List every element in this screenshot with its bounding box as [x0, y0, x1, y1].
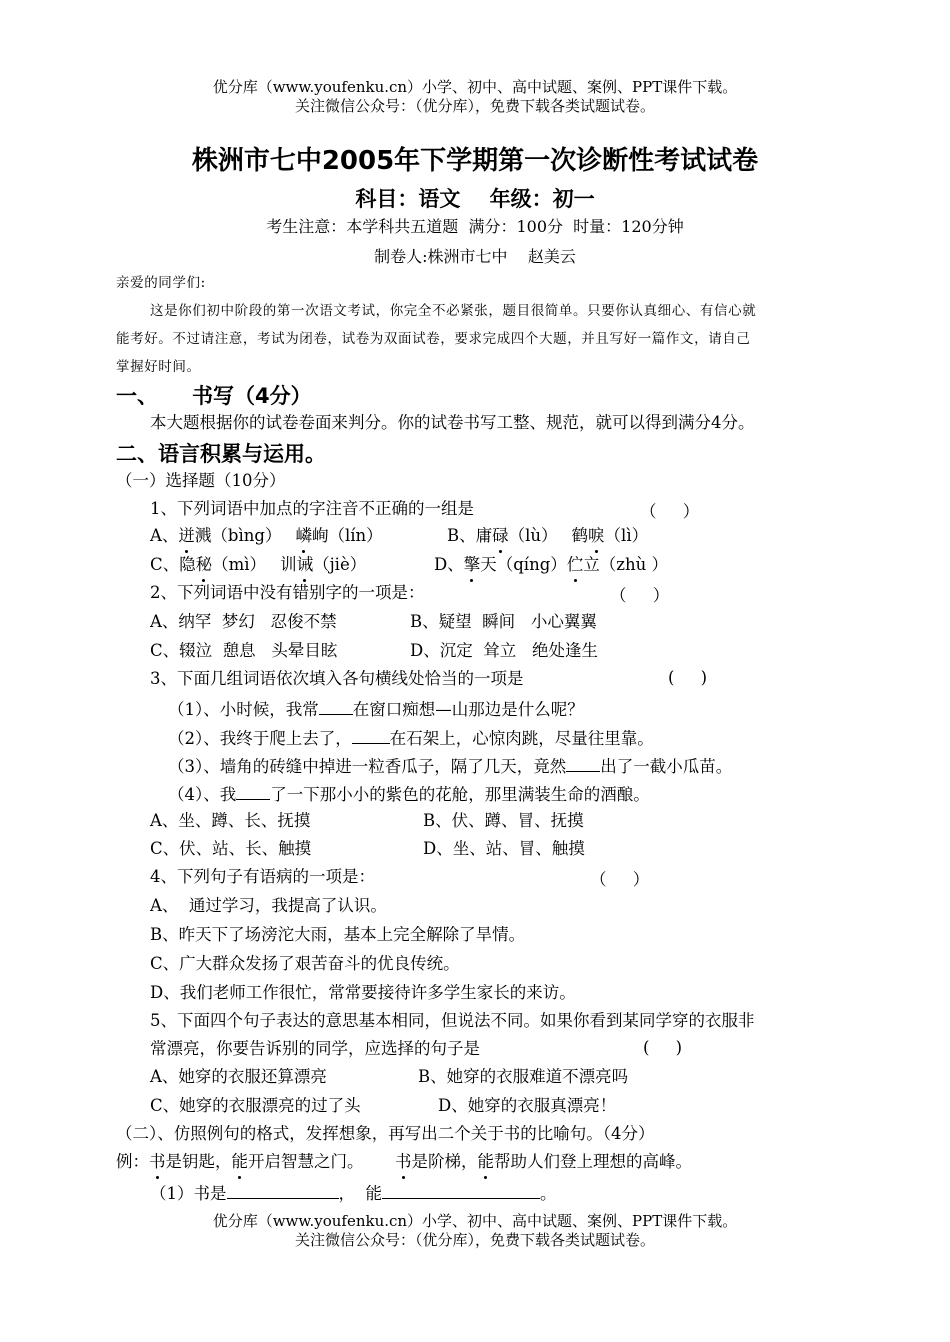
q1-c-dotted-char: 秘: [195, 555, 213, 574]
q3-option-d: D、坐、站、冒、触摸: [423, 839, 585, 858]
q3-option-c: C、伏、站、长、触摸: [150, 839, 312, 858]
example-dotted-char-4: 能: [477, 1152, 494, 1171]
section1-title: 书写（4分）: [192, 384, 312, 408]
q1-option-c: [150, 554, 366, 576]
example-text-1: 是钥匙，: [165, 1152, 232, 1171]
q1-c-text-4: （jiè）: [313, 555, 367, 574]
q2-option-d: D、沉定 耸立 绝处逢生: [410, 641, 598, 660]
q1-a-label: A、: [150, 526, 179, 545]
section1-description: 本大题根据你的试卷卷面来判分。你的试卷书写工整、规范，就可以得到满分4分。: [150, 413, 755, 432]
q1-d-text-1: 天（qíng）: [480, 555, 567, 574]
q3-sentence-2: [168, 726, 654, 750]
header-line-1: 优分库（www.youfenku.cn）小学、初中、高中试题、案例、PPT课件下载。: [212, 78, 738, 96]
fill1-text-2: ， 能: [338, 1184, 382, 1203]
q3-s2-blank[interactable]: [352, 726, 390, 744]
exam-notice: 考生注意：本学科共五道题 满分：100分 时量：120分钟: [266, 217, 684, 236]
q1-b-dotted-char-2: 唳: [588, 526, 605, 545]
q1-b-text-1: B、庸: [447, 526, 493, 545]
intro-paragraph-line-1: 这是你们初中阶段的第一次语文考试，你完全不必紧张，题目很简单。只要你认真细心、有信心就: [150, 303, 757, 319]
q1-c-text-2: （mì）: [212, 555, 267, 574]
q3-sentence-4: [168, 782, 650, 806]
q2-option-b: B、疑望 瞬间 小心翼翼: [410, 612, 597, 631]
q3-option-b: B、伏、蹲、冒、抚摸: [423, 811, 584, 830]
q1-b-dotted-char: 碌: [492, 526, 509, 545]
q1-option-b: [447, 525, 648, 547]
q2-stem: 2、下列词语中没有错别字的一项是：: [150, 583, 425, 602]
q5-option-a: A、她穿的衣服还算漂亮: [150, 1067, 327, 1086]
part2-heading: （二）、仿照例句的格式，发挥想象，再写出二个关于书的比喻句。（4分）: [116, 1124, 655, 1143]
subject-grade: 科目：语文 年级：初一: [355, 187, 595, 211]
q5-option-d: D、她穿的衣服真漂亮！: [438, 1096, 617, 1115]
exam-title: 株洲市七中2005年下学期第一次诊断性考试试卷: [191, 146, 759, 176]
q1-d-dotted-char: 擎: [463, 555, 481, 574]
q1-b-text-3: 鹤: [571, 526, 589, 545]
section1-number: 一、: [116, 384, 158, 408]
q4-option-a: A、 通过学习，我提高了认识。: [150, 896, 387, 915]
intro-paragraph-line-2: 能考好。不过请注意，考试为闭卷，试卷为双面试卷，要求完成四个大题，并且写好一篇作文，请自己: [116, 331, 751, 347]
exam-author: 制卷人:株洲市七中 赵美云: [374, 247, 576, 266]
footer-line-2: 关注微信公众号：（优分库），免费下载各类试题试卷。: [294, 1231, 655, 1249]
q3-sentence-3: [168, 754, 732, 778]
q1-b-text-4: （lì）: [604, 526, 649, 545]
q3-s3-blank[interactable]: [566, 754, 600, 772]
q1-d-text-2: 立（zhù ）: [583, 555, 668, 574]
q1-c-text-1: C、隐: [150, 555, 196, 574]
part1-heading: （一）选择题（10分）: [116, 471, 286, 490]
q1-a-text-2: 峋（lín）: [311, 526, 383, 545]
fill1-text-1: （1）书是: [150, 1184, 227, 1203]
footer-line-1: 优分库（www.youfenku.cn）小学、初中、高中试题、案例、PPT课件下载。: [212, 1212, 738, 1230]
q3-s3-text-1: （3）、墙角的砖缝中掉进一粒香瓜子，隔了几天，竟然: [168, 757, 567, 776]
q3-s1-text-2: 在窗口痴想—山那边是什么呢？: [352, 700, 584, 719]
q3-option-a: A、坐、蹲、长、抚摸: [150, 811, 311, 830]
q1-answer-paren[interactable]: （ ）: [640, 502, 700, 521]
q3-s3-text-2: 出了一截小瓜苗。: [600, 757, 733, 776]
q1-option-d: [434, 554, 668, 576]
q3-stem: 3、下面几组词语依次填入各句横线处恰当的一项是: [150, 669, 524, 688]
example-text-2: 开启智慧之门。: [248, 1152, 395, 1171]
q3-s4-text-1: （4）、我: [168, 785, 237, 804]
q1-d-label: D、: [434, 555, 464, 574]
q2-answer-paren[interactable]: （ ）: [610, 586, 670, 605]
header-line-2: 关注微信公众号：（优分库），免费下载各类试题试卷。: [294, 97, 655, 115]
q3-sentence-1: [168, 697, 584, 721]
example-dotted-char-1: 书: [149, 1152, 166, 1171]
q5-stem-line-2: 常漂亮，你要告诉别的同学，应选择的句子是: [150, 1039, 480, 1058]
q2-option-c: C、辍泣 憩息 头晕目眩: [150, 641, 338, 660]
q4-option-d: D、我们老师工作很忙，常常要接待许多学生家长的来访。: [150, 983, 576, 1002]
q3-s2-text-2: 在石架上，心惊肉跳，尽量往里靠。: [389, 729, 654, 748]
q1-a-dotted-char-2: 嶙: [295, 526, 312, 545]
q5-answer-paren[interactable]: ( ): [643, 1038, 683, 1057]
q4-answer-paren[interactable]: （ ）: [590, 870, 650, 889]
q5-option-b: B、她穿的衣服难道不漂亮吗: [418, 1067, 629, 1086]
fill1-text-3: 。: [540, 1184, 557, 1203]
q1-c-text-3: 训: [280, 555, 297, 574]
example-dotted-char-2: 能: [231, 1152, 248, 1171]
q3-s1-text-1: （1）、小时候，我常: [168, 700, 319, 719]
q3-s2-text-1: （2）、我终于爬上去了，: [168, 729, 352, 748]
q5-option-c: C、她穿的衣服漂亮的过了头: [150, 1096, 361, 1115]
q4-stem: 4、下列句子有语病的一项是：: [150, 867, 375, 886]
section2-title: 二、语言积累与运用。: [116, 442, 326, 466]
q3-answer-paren[interactable]: ( ): [668, 668, 708, 687]
fill-line-1: [150, 1181, 557, 1205]
q3-s4-blank[interactable]: [236, 782, 270, 800]
fill1-blank-1[interactable]: [227, 1181, 339, 1199]
q1-b-text-2: （lù）: [508, 526, 558, 545]
example-label: 例：: [116, 1152, 149, 1171]
q1-a-dotted-char: 迸: [178, 526, 195, 545]
example-dotted-char-3: 书: [394, 1152, 412, 1171]
q1-option-a: [150, 525, 383, 547]
q2-option-a: A、纳罕 梦幻 忍俊不禁: [150, 612, 337, 631]
q4-option-c: C、广大群众发扬了艰苦奋斗的优良传统。: [150, 954, 460, 973]
q1-stem: 1、下列词语中加点的字注音不正确的一组是: [150, 499, 474, 518]
q3-s1-blank[interactable]: [319, 697, 353, 715]
q4-option-b: B、昨天下了场滂沱大雨，基本上完全解除了旱情。: [150, 925, 526, 944]
q1-c-dotted-char-2: 诫: [296, 555, 314, 574]
example-sentence: [116, 1151, 692, 1173]
intro-greeting: 亲爱的同学们:: [116, 275, 206, 291]
example-text-3: 是阶梯，: [411, 1152, 478, 1171]
q1-a-text-1: 溅（bìng）: [194, 526, 282, 545]
intro-paragraph-line-3: 掌握好时间。: [116, 359, 201, 375]
q3-s4-text-2: 了一下那小小的紫色的花舱，那里满装生命的酒酿。: [270, 785, 650, 804]
example-text-4: 帮助人们登上理想的高峰。: [493, 1152, 692, 1171]
q5-stem-line-1: 5、下面四个句子表达的意思基本相同，但说法不同。如果你看到某同学穿的衣服非: [150, 1011, 755, 1030]
q1-d-dotted-char-2: 伫: [566, 555, 584, 574]
fill1-blank-2[interactable]: [382, 1181, 540, 1199]
